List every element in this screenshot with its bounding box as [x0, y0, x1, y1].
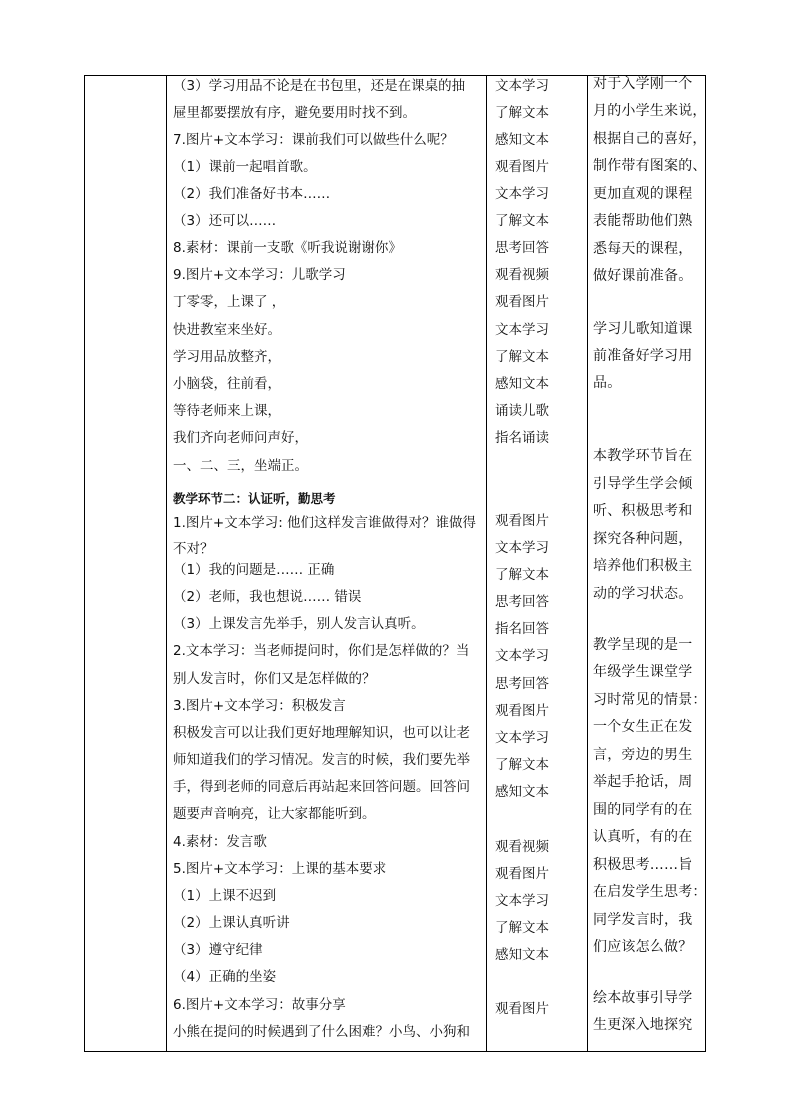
content-line: 3.图片+文本学习：积极发言 — [173, 698, 346, 714]
content-line: （3）遵守纪律 — [173, 942, 263, 958]
content-line: 我们齐向老师问声好， — [173, 430, 308, 446]
content-line: 丁零零，上课了 ， — [173, 294, 286, 310]
content-line: （2）上课认真听讲 — [173, 915, 290, 931]
table-bottom-border — [84, 1051, 706, 1052]
content-line: （3）学习用品不论是在书包里，还是在课桌的抽 — [173, 78, 466, 94]
intent-line: 生更深入地探究 — [593, 1017, 693, 1033]
content-line: （1）我的问题是…… 正确 — [173, 562, 335, 578]
activity-item: 文本学习 — [495, 78, 549, 94]
activity-item: 了解文本 — [495, 213, 549, 229]
activity-item: 文本学习 — [495, 730, 549, 746]
intent-line: 引导学生学会倾 — [593, 476, 693, 492]
activity-item: 观看图片 — [495, 703, 549, 719]
table-left-border — [84, 75, 85, 1052]
content-line: 2.文本学习：当老师提问时，你们是怎样做的？当 — [173, 643, 470, 659]
activity-item: 观看图片 — [495, 513, 549, 529]
content-line: 一、二、三，坐端正。 — [173, 458, 308, 474]
intent-line: 认真听，有的在 — [593, 829, 693, 845]
content-line: 8.素材：课前一支歌《听我说谢谢你》 — [173, 240, 402, 256]
activity-item: 感知文本 — [495, 376, 549, 392]
activity-item: 观看图片 — [495, 159, 549, 175]
intent-line: 言，旁边的男生 — [593, 747, 693, 763]
content-line: 5.图片+文本学习：上课的基本要求 — [173, 861, 387, 877]
content-line: 别人发言时，你们又是怎样做的？ — [173, 671, 376, 687]
activity-item: 了解文本 — [495, 757, 549, 773]
activity-item: 思考回答 — [495, 240, 549, 256]
content-line: （4）正确的坐姿 — [173, 969, 277, 985]
intent-line: 举起手抢话，周 — [593, 774, 693, 790]
content-line: 题要声音响亮，让大家都能听到。 — [173, 806, 376, 822]
activity-item: 观看图片 — [495, 294, 549, 310]
intent-line: 学习儿歌知道课 — [593, 321, 693, 337]
intent-line: 表能帮助他们熟 — [593, 213, 693, 229]
content-line: （2）老师，我也想说…… 错误 — [173, 589, 362, 605]
content-line: 6.图片+文本学习：故事分享 — [173, 997, 346, 1013]
content-line: 9.图片+文本学习：儿歌学习 — [173, 267, 346, 283]
activity-item: 了解文本 — [495, 105, 549, 121]
activity-item: 感知文本 — [495, 947, 549, 963]
content-line: 屉里都要摆放有序，避免要用时找不到。 — [173, 105, 416, 121]
activity-item: 思考回答 — [495, 594, 549, 610]
activity-item: 观看视频 — [495, 839, 549, 855]
intent-line: 本教学环节旨在 — [593, 448, 693, 464]
content-line: 积极发言可以让我们更好地理解知识，也可以让老 — [173, 725, 470, 741]
content-line: 等待老师来上课， — [173, 403, 281, 419]
intent-line: 品。 — [593, 375, 622, 391]
intent-line: 根据自己的喜好， — [593, 131, 707, 147]
activity-item: 指名回答 — [495, 621, 549, 637]
intent-line: 前准备好学习用 — [593, 348, 693, 364]
intent-line: 培养他们积极主 — [593, 558, 693, 574]
content-line: 7.图片+文本学习：课前我们可以做些什么呢？ — [173, 132, 454, 148]
intent-line: 悉每天的课程， — [593, 241, 693, 257]
intent-line: 习时常见的情景： — [593, 692, 707, 708]
column-divider-2 — [486, 75, 487, 1052]
intent-line: 听、积极思考和 — [593, 503, 693, 519]
table-right-border — [705, 75, 706, 1052]
intent-line: 做好课前准备。 — [593, 268, 693, 284]
activity-item: 文本学习 — [495, 648, 549, 664]
intent-line: 在启发学生思考： — [593, 884, 707, 900]
content-line: 小熊在提问的时候遇到了什么困难？小鸟、小狗和 — [173, 1024, 470, 1040]
activity-item: 了解文本 — [495, 349, 549, 365]
content-line: （1）课前一起唱首歌。 — [173, 159, 317, 175]
intent-line: 教学呈现的是一 — [593, 637, 693, 653]
column-divider-1 — [166, 75, 167, 1052]
activity-item: 诵读儿歌 — [495, 403, 549, 419]
activity-item: 思考回答 — [495, 676, 549, 692]
intent-line: 围的同学有的在 — [593, 802, 693, 818]
content-line: 1.图片+文本学习: 他们这样发言谁做得对？谁做得 — [173, 515, 477, 531]
intent-line: 探究各种问题， — [593, 531, 693, 547]
activity-item: 了解文本 — [495, 567, 549, 583]
intent-line: 对于入学刚一个 — [593, 76, 693, 92]
intent-line: 年级学生课堂学 — [593, 664, 693, 680]
activity-item: 观看图片 — [495, 1001, 549, 1017]
intent-line: 们应该怎么做？ — [593, 939, 693, 955]
activity-item: 了解文本 — [495, 920, 549, 936]
content-line: （3）上课发言先举手，别人发言认真听。 — [173, 616, 425, 632]
activity-item: 文本学习 — [495, 186, 549, 202]
activity-item: 感知文本 — [495, 784, 549, 800]
activity-item: 指名诵读 — [495, 430, 549, 446]
content-line: 手，得到老师的同意后再站起来回答问题。回答问 — [173, 779, 470, 795]
intent-line: 动的学习状态。 — [593, 586, 693, 602]
content-line: 师知道我们的学习情况。发言的时候，我们要先举 — [173, 752, 470, 768]
activity-item: 文本学习 — [495, 540, 549, 556]
intent-line: 更加直观的课程 — [593, 186, 693, 202]
activity-item: 文本学习 — [495, 893, 549, 909]
activity-item: 感知文本 — [495, 132, 549, 148]
intent-line: 积极思考……旨 — [593, 857, 693, 873]
intent-line: 一个女生正在发 — [593, 719, 693, 735]
content-line: 学习用品放整齐， — [173, 349, 281, 365]
activity-item: 文本学习 — [495, 322, 549, 338]
activity-item: 观看视频 — [495, 267, 549, 283]
content-line: 快进教室来坐好。 — [173, 322, 281, 338]
intent-line: 绘本故事引导学 — [593, 990, 693, 1006]
content-line: （2）我们准备好书本…… — [173, 186, 331, 202]
activity-item: 观看图片 — [495, 866, 549, 882]
content-line: 不对？ — [173, 541, 214, 557]
column-divider-3 — [587, 75, 588, 1052]
content-line: 4.素材：发言歌 — [173, 834, 267, 850]
intent-line: 同学发言时，我 — [593, 912, 693, 928]
intent-line: 制作带有图案的、 — [593, 158, 707, 174]
section-heading: 教学环节二：认证听，勤思考 — [173, 491, 336, 506]
content-line: 小脑袋，往前看， — [173, 376, 281, 392]
intent-line: 月的小学生来说， — [593, 103, 707, 119]
content-line: （3）还可以…… — [173, 213, 277, 229]
content-line: （1）上课不迟到 — [173, 888, 277, 904]
